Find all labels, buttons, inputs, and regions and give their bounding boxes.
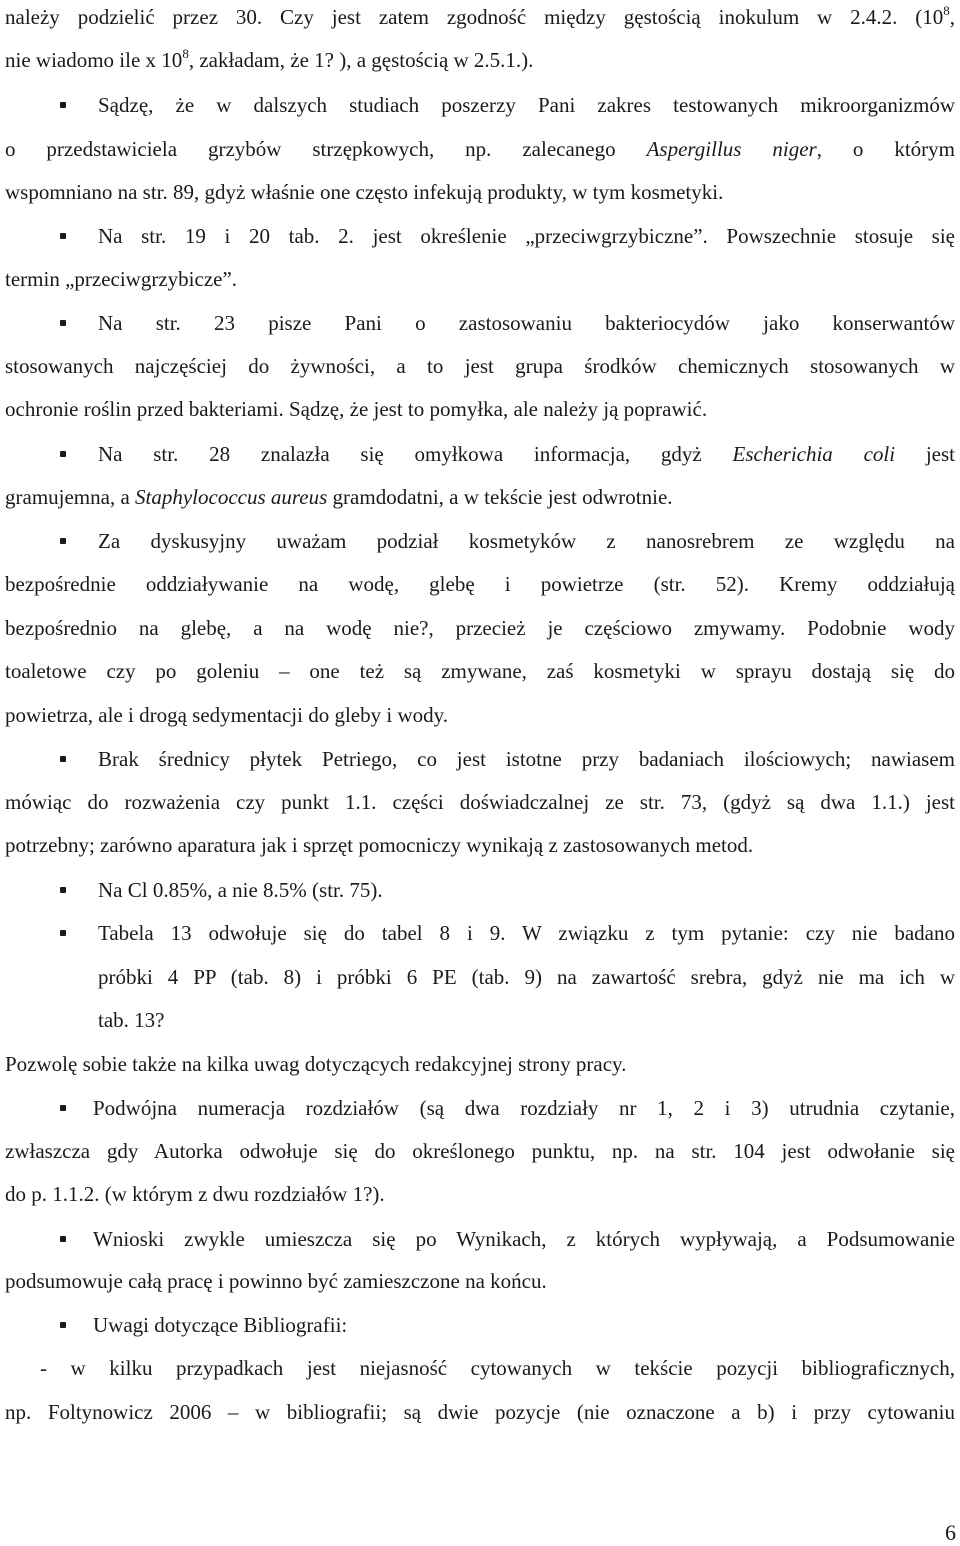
text-line: do p. 1.1.2. (w którym z dwu rozdziałów 1?). bbox=[5, 1182, 385, 1206]
text-line: Podwójna numeracja rozdziałów (są dwa rozdziały nr 1, 2 i 3) utrudnia czytanie, bbox=[93, 1096, 955, 1120]
bullet-icon bbox=[60, 887, 66, 893]
bullet-icon bbox=[60, 102, 66, 108]
text-line: Uwagi dotyczące Bibliografii: bbox=[93, 1313, 348, 1337]
bullet-icon bbox=[60, 1322, 66, 1328]
text-line: Wnioski zwykle umieszcza się po Wynikach, z których wypływają, a Podsumowanie bbox=[93, 1227, 955, 1251]
text-line: bezpośrednio na glebę, a na wodę nie?, przecież je częściowo zmywamy. Podobnie wody bbox=[5, 616, 955, 640]
text-line: próbki 4 PP (tab. 8) i próbki 6 PE (tab. 9) na zawartość srebra, gdyż nie ma ich w bbox=[98, 965, 955, 989]
text-line: Na str. 19 i 20 tab. 2. jest określenie „przeciwgrzybiczne”. Powszechnie stosuje się bbox=[98, 224, 955, 248]
bullet-icon bbox=[60, 1236, 66, 1242]
bullet-icon bbox=[60, 538, 66, 544]
text-line: Brak średnicy płytek Petriego, co jest istotne przy badaniach ilościowych; nawiasem bbox=[98, 747, 955, 771]
text-line: Na str. 28 znalazła się omyłkowa informacja, gdyż Escherichia coli jest bbox=[98, 442, 955, 466]
text-line: termin „przeciwgrzybicze”. bbox=[5, 267, 238, 291]
text-line: ochronie roślin przed bakteriami. Sądzę, że jest to pomyłka, ale należy ją poprawić. bbox=[5, 397, 708, 421]
text-line: toaletowe czy po goleniu – one też są zmywane, zaś kosmetyki w sprayu dostają się do bbox=[5, 659, 955, 683]
bullet-icon bbox=[60, 930, 66, 936]
text-line: o przedstawiciela grzybów strzępkowych, np. zalecanego Aspergillus niger, o którym bbox=[5, 137, 955, 161]
text-line: Za dyskusyjny uważam podział kosmetyków z nanosrebrem ze względu na bbox=[98, 529, 955, 553]
bullet-icon bbox=[60, 451, 66, 457]
text-line: tab. 13? bbox=[98, 1008, 165, 1032]
bullet-icon bbox=[60, 233, 66, 239]
text-line: wspomniano na str. 89, gdyż właśnie one często infekują produkty, w tym kosmetyki. bbox=[5, 180, 724, 204]
text-line: mówiąc do rozważenia czy punkt 1.1. części doświadczalnej ze str. 73, (gdyż są dwa 1.1.) jest bbox=[5, 790, 955, 814]
text-line: Na str. 23 pisze Pani o zastosowaniu bakteriocydów jako konserwantów bbox=[98, 311, 955, 335]
text-line: bezpośrednie oddziaływanie na wodę, glebę i powietrze (str. 52). Kremy oddziałują bbox=[5, 572, 955, 596]
text-line: stosowanych najczęściej do żywności, a to jest grupa środków chemicznych stosowanych w bbox=[5, 354, 955, 378]
text-line: powietrza, ale i drogą sedymentacji do gleby i wody. bbox=[5, 703, 448, 727]
text-line: należy podzielić przez 30. Czy jest zatem zgodność między gęstością inokulum w 2.4.2. ($10^8$, bbox=[5, 3, 955, 29]
text-line: zwłaszcza gdy Autorka odwołuje się do określonego punktu, np. na str. 104 jest odwołanie się bbox=[5, 1139, 955, 1163]
text-line: podsumowuje całą pracę i powinno być zamieszczone na końcu. bbox=[5, 1269, 547, 1293]
text-line: gramujemna, a Staphylococcus aureus gramdodatni, a w tekście jest odwrotnie. bbox=[5, 485, 673, 509]
bullet-icon bbox=[60, 756, 66, 762]
text-line: nie wiadomo ile x $10^8$, zakładam, że 1? ), a gęstością w 2.5.1.). bbox=[5, 46, 534, 72]
text-line: Pozwolę sobie także na kilka uwag dotyczących redakcyjnej strony pracy. bbox=[5, 1052, 627, 1076]
bullet-icon bbox=[60, 320, 66, 326]
text-line: Sądzę, że w dalszych studiach poszerzy Pani zakres testowanych mikroorganizmów bbox=[98, 93, 955, 117]
bullet-icon bbox=[60, 1105, 66, 1111]
text-line: Tabela 13 odwołuje się do tabel 8 i 9. W związku z tym pytanie: czy nie badano bbox=[98, 921, 955, 945]
text-line: np. Foltynowicz 2006 – w bibliografii; są dwie pozycje (nie oznaczone a b) i przy cytowaniu bbox=[5, 1400, 955, 1424]
text-line: - w kilku przypadkach jest niejasność cytowanych w tekście pozycji bibliograficznych, bbox=[40, 1356, 955, 1380]
text-line: Na Cl 0.85%, a nie 8.5% (str. 75). bbox=[98, 878, 383, 902]
page-number: 6 bbox=[945, 1520, 956, 1545]
text-line: potrzebny; zarówno aparatura jak i sprzęt pomocniczy wynikają z zastosowanych metod. bbox=[5, 833, 754, 857]
